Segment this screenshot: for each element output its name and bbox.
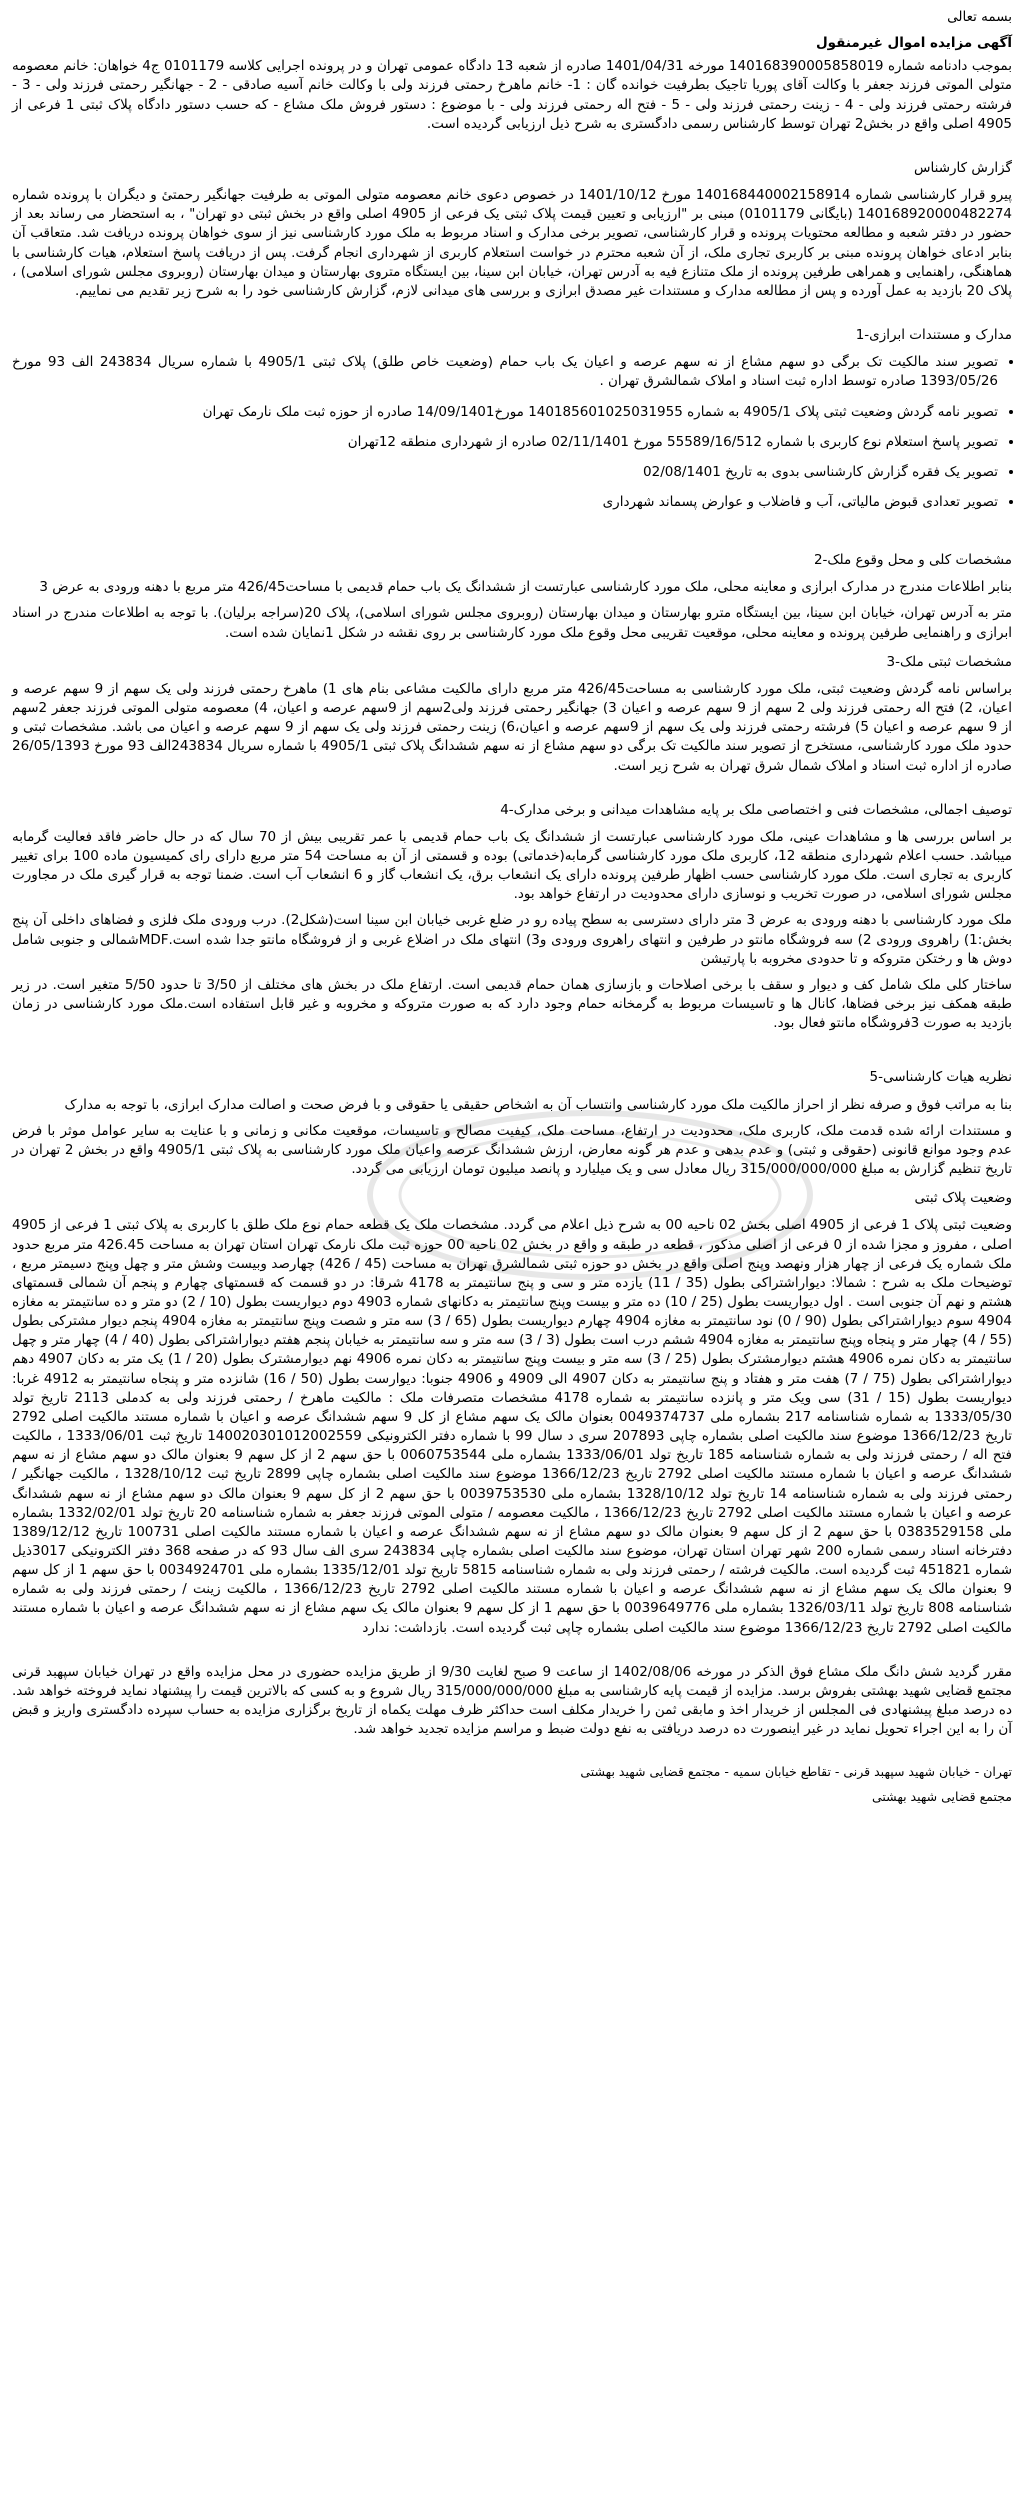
basmala: بسمه تعالی <box>947 9 1012 25</box>
auction-notice-document <box>12 0 1012 1821</box>
report-body: پیرو قرار کارشناسی شماره 140168440002158914 مورخ 1401/10/12 در خصوص دعوی خانم معصومه متولی الموتی به طرفیت جهانگیر رحمتیٔ و دیگران با پرونده شماره 140168920000482274 (بایگانی 0101179) مبنی بر "ارزیابی و تعیین قیمت پلاک ثبتی یک فرعی از 4905 اصلی واقع در بخش ثبتی دو تهران" ، به استحضار می رساند بعد از حضور در دفتر شعبه و مطالعه محتویات پرونده و قرار کارشناسی، تصویر برخی مدارک و اسناد مربوط به ملک مورد کارشناسی نیز از سوی خواهان پرونده دریافت شد. متعاقب آن بنابر ادعای خواهان پرونده مبنی بر کاربری تجاری ملک، از آن شعبه محترم در خواست استعلام کاربری از شهرداری انجام گرفت. پس از دریافت پاسخ استعلام، هیات کارشناسی با هماهنگی، راهنمایی و همراهی طرفین پرونده از ملک متنازع فیه به آدرس تهران، خیابان ابن سینا، بین ایستگاه متروی بهارستان و میدان بهارستان (روبروی مجلس شورای اسلامی) ، پلاک 20 بازدید به عمل آورده و پس از مطالعه مدارک و مستندات غیر مصدق ابرازی و بررسی های میدانی لازم، گزارش کارشناسی خود را به شرح زیر تقدیم می نماییم. <box>12 187 1012 299</box>
section4-paragraph: بر اساس بررسی ها و مشاهدات عینی، ملک مورد کارشناسی عبارتست از ششدانگ یک باب حمام قدیمی با عمر تقریبی بیش از 70 سال که در حال حاضر فاقد فعالیت گرمابه میباشد. حسب اعلام شهرداری منطقه 12، کاربری ملک مورد کارشناسی گرمابه(خدماتی) بوده و قسمتی از آن به مساحت 54 متر مربع دارای رای کمیسیون ماده 100 برای تغییر کاربری به تجاری است. ملک مورد کارشناسی حسب اظهار طرفین پرونده دارای یک انشعاب برق، یک انشعاب گاز و 6 انشعاب آب است. ضمنا توجه به قرار گیری ملک در مجاورت مجلس شورای اسلامی، در صورت تخریب و نوسازی دارای محدودیت در ارتفاع خواهد بود. <box>12 828 1012 903</box>
documents-list <box>12 353 1012 512</box>
section2-paragraph: بنابر اطلاعات مندرج در مدارک ابرازی و معاینه محلی، ملک مورد کارشناسی عبارتست از ششدانگ یک باب حمام قدیمی با مساحت426/45 متر مربع با دهنه ورودی به عرض 3 <box>39 579 1012 596</box>
section4-paragraph: ساختار کلی ملک شامل کف و دیوار و سقف با برخی اصلاحات و بازسازی همان حمام قدیمی است. ارتفاع ملک در بخش های مختلف از 3/50 تا حدود 5/50 متغیر است. در زیر طبقه همکف نیز برخی فضاها، کانال ها و تاسیسات مربوط به گرمخانه حمام وجود دارد که به صورت متروکه و مخروبه و غیر قابل استفاده است.ملک مورد کارشناسی در زمان بازدید به صورت 3فروشگاه مانتو فعال بود. <box>12 976 1012 1032</box>
report-title: گزارش کارشناس <box>914 159 1012 176</box>
section3-body: براساس نامه گردش وضعیت ثبتی، ملک مورد کارشناسی به مساحت426/45 متر مربع دارای مالکیت مشاعی بنام های 1) ماهرخ رحمتی فرزند ولی یک سهم از 9 سهم عرصه و اعیان، 2) فتح اله رحمتی فرزند ولی 2 سهم از 9 سهم عرصه و اعیان 3) جهانگیر رحمتی فرزند ولی2سهم از 9سهم عرصه و اعیان، 4) معصومه متولی الموتی فرزند جعفر 2سهم از 9 سهم عرصه و اعیان 5) فرشته رحمتی فرزند ولی یک سهم از 9سهم عرصه و اعیان،6) زینت رحمتی فرزند ولی یک سهم از 9 سهم عرصه و اعیان می باشد. مشخصات ثبتی و حدود ملک مورد کارشناسی، مستخرج از تصویر سند مالکیت تک برگی دو سهم مشاع از نه سهم ششدانگ پلاک ثبتی 4905/1 با شماره سریال 243834الف 93 مورخ 26/05/1393 صادره از اداره ثبت اسناد و املاک شمال شرق تهران به شرح زیر است. <box>12 680 1013 774</box>
section2-paragraph: متر به آدرس تهران، خیابان ابن سینا، بین ایستگاه مترو بهارستان و میدان بهارستان (روبروی مجلس شورای اسلامی)، پلاک 20(سراجه برلیان). با توجه به اطلاعات مندرج در اسناد ابرازی و راهنمایی طرفین پرونده و معاینه محلی، موقعیت تقریبی محل وقوع ملک مورد کارشناسی بر روی نقشه در شکل 1نمایان شده است. <box>12 605 1013 641</box>
status-body: وضعیت ثبتی پلاک 1 فرعی از 4905 اصلی بخش 02 ناحیه 00 به شرح ذیل اعلام می گردد. مشخصات ملک یک قطعه حمام نوع ملک طلق با کاربری به پلاک ثبتی 1 فرعی از 4905 اصلی ، مفروز و مجزا شده از 0 فرعی از اصلی مذکور ، قطعه در طبقه و واقع در بخش 02 ناحیه 00 حوزه ثبت ملک نارمک تهران استان تهران به مساحت 426.45 متر مربع حدود ملک شماره یک فرعی از چهار هزار ونهصد وپنج اصلی واقع در بخش دو حوزه ثبتی شمالشرق تهران به مساحت (45 / 426) چهارصد وبیست وشش متر و چهل وپنج دسیمتر مربع ، توضیحات ملک به شرح : شمالا: دیواراشتراکی بطول (35 / 11) یازده متر و سی و پنج سانتیمتر به 4178 شرقا: در دو قسمت که قسمتهای چهارم و پنجم آن شمالی قسمتهای هشتم و نهم آن جنوبی است . اول دیواریست بطول (25 / 10) ده متر و بیست وپنج سانتیمتر به دکانهای شماره 4903 دوم دیواریست بطول (10 / 2) دو متر و ده سانتیمتر به مغازه 4904 سوم دیواراشتراکی بطول (90 / 0) نود سانتیمتر به مغازه 4904 چهارم دیواریست بطول (65 / 3) سه متر و شصت وپنج سانتیمتر به مغازه 4904 پنجم دیوار مشترکی بطول (55 / 4) چهار متر و پنجاه وپنج سانتیمتر به مغازه 4904 ششم درب است بطول (3 / 3) سه متر و سه سانتیمتر به خیابان پنجم هفتم دیواراشتراکی بطول (40 / 4) چهار متر و چهل سانتیمتر به دکان نمره 4906 هشتم دیوارمشترک بطول (25 / 3) سه متر و بیست وپنج سانتیمتر به دکان نمره 4906 نهم دیوارمشترک بطول (20 / 1) یک متر به دکان 4907 دهم دیواراشتراکی بطول (75 / 7) هفت متر و هفتاد و پنج سانتیمتر به دکان 4907 الی 4909 و 4906 جنوبا: دیوارست بطول (50 / 16) شانزده متر و پنجاه سانتیمتر به 4912 غربا: دیواریست بطول (15 / 31) سی ویک متر و پانزده سانتیمتر به شماره 4178 مشخصات متصرفات ملک : مالکیت ماهرخ / رحمتی فرزند ولی به کدملی 2113 تاریخ تولد 1333/05/30 به شماره شناسنامه 217 بشماره ملی 0049374737 بعنوان مالک یک سهم مشاع از کل 9 سهم ششدانگ عرصه و اعیان با شماره مستند مالکیت اصلی 2792 تاریخ 1366/12/23 موضوع سند مالکیت اصلی بشماره چاپی 207893 سری د سال 99 با شماره دفتر الکترونیکی 140020301012002559 تاریخ ثبت 1333/06/01 ، مالکیت فتح اله / رحمتی فرزند ولی به شماره شناسنامه 185 تاریخ تولد 1333/06/01 بشماره ملی 0060753544 با حق سهم 2 از کل سهم 9 بعنوان مالک دو سهم مشاع از نه سهم ششدانگ عرصه و اعیان با شماره مستند مالکیت اصلی 2792 تاریخ 1366/12/23 موضوع سند مالکیت اصلی بشماره چاپی 2899 تاریخ ثبت 1328/10/12 ، مالکیت جهانگیر / رحمتی فرزند ولی به شماره شناسنامه 14 تاریخ تولد 1328/10/12 بشماره ملی 0039753530 با حق سهم 2 از کل سهم 9 بعنوان مالک دو سهم مشاع از نه سهم ششدانگ عرصه و اعیان با شماره مستند مالکیت اصلی 2792 تاریخ 1366/12/23 ، مالکیت معصومه / متولی الموتی فرزند جعفر به شماره شناسنامه 20 تاریخ تولد 1332/02/01 بشماره ملی 0383529158 با حق سهم 2 از کل سهم 9 بعنوان مالک دو سهم مشاع از نه سهم ششدانگ عرصه و اعیان با شماره مستند مالکیت اصلی 100731 تاریخ 1389/12/12 دفترخانه اسناد رسمی شماره 200 شهر تهران استان تهران، موضوع سند مالکیت اصلی بشماره چاپی 243834 سری الف سال 93 که در صفحه 368 دفتر الکترونیکی 3017ذیل شماره 451821 ثبت گردیده است. مالکیت فرشته / رحمتی فرزند ولی به شماره شناسنامه 5815 تاریخ تولد 1335/12/01 بشماره ملی 0034924701 با حق سهم 1 از کل سهم 9 بعنوان مالک یک سهم مشاع از نه سهم ششدانگ عرصه و اعیان با شماره مستند مالکیت اصلی 2792 تاریخ 1366/12/23 ، مالکیت زینت / رحمتی فرزند ولی به شماره شناسنامه 808 تاریخ تولد 1326/03/11 بشماره ملی 0039649776 با حق سهم 1 از کل سهم 9 بعنوان مالک یک سهم مشاع از نه سهم ششدانگ عرصه و اعیان با شماره مستند مالکیت اصلی 2792 تاریخ 1366/12/23 موضوع سند مالکیت اصلی بشماره چاپی ثبت گردیده است. بازداشت: ندارد <box>12 1217 1013 1636</box>
footer-address: تهران - خیابان شهید سپهبد قرنی - تقاطع خیابان سمیه - مجتمع قضایی شهید بهشتی <box>580 1764 1012 1780</box>
status-title: وضعیت پلاک ثبتی <box>914 1190 1012 1207</box>
document-item: • تصویر یک فقره گزارش کارشناسی بدوی به تاریخ 02/08/1401 <box>12 463 998 482</box>
intro-paragraph: بموجب دادنامه شماره 140168390005858019 مورخه 1401/04/31 صادره از شعبه 13 دادگاه عمومی تهران و در پرونده اجرایی کلاسه 0101179 ج4 خواهان: خانم معصومه متولی الموتی فرزند جعفر با وکالت آقای پوریا تاجیک بطرفیت خوانده گان : 1- خانم ماهرخ رحمتی فرزند ولی با وکالت خانم آسیه صادقی - 2 - جهانگیر رحمتی فرزند ولی - 3 - فرشته رحمتی فرزند ولی - 4 - زینت رحمتی فرزند ولی - 5 - فتح اله رحمتی فرزند ولی - با موضوع : دستور فروش ملک مشاع - که حسب دستور دادگاه پلاک ثبتی 1 فرعی از 4905 اصلی واقع در بخش2 تهران توسط کارشناس رسمی دادگستری به شرح ذیل ارزیابی گردیده است. <box>12 58 1012 132</box>
footer-signature: مجتمع قضایی شهید بهشتی <box>871 1789 1012 1805</box>
section3-title: مشخصات ثبتی ملک-3 <box>886 653 1012 670</box>
section2-title: مشخصات کلی و محل وقوع ملک-2 <box>813 552 1012 569</box>
section5-paragraph: و مستندات ارائه شده قدمت ملک، کاربری ملک، محدودیت در ارتفاع، مساحت ملک، کیفیت مصالح و تاسیسات، موقعیت مکانی و زمانی و با عنایت به سایر عوامل موثر با فرض عدم وجود موانع قانونی (حقوقی و ثبتی) و عدم بدهی و عدم هر گونه معارض، ارزش ششدانگ عرصه واعیان ملک مورد کارشناسی به پلاک ثبتی 4905/1 واقع در بخش 2 تهران در تاریخ تنظیم گزارش به مبلغ 315/000/000/000 ریال معادل سی و یک میلیارد و پانصد میلیون تومان ارزیابی می گردد. <box>12 1122 1012 1178</box>
document-item: • تصویر تعدادی قبوض مالیاتی، آب و فاضلاب و عوارض پسماند شهرداری <box>12 493 998 512</box>
document-item: • تصویر سند مالکیت تک برگی دو سهم مشاع از نه سهم عرصه و اعیان یک باب حمام (وضعیت خاص طلق) پلاک ثبتی 4905/1 با شماره سریال 243834 الف 93 مورخ 1393/05/26 صادره توسط اداره ثبت اسناد و املاک شمالشرق تهران . <box>12 353 998 391</box>
document-item: • تصویر نامه گردش وضعیت ثبتی پلاک 4905/1 به شماره 140185601025031955 مورخ14/09/1401 صادره از حوزه ثبت ملک نارمک تهران <box>12 403 998 422</box>
section4-title: توصیف اجمالی، مشخصات فنی و اختصاصی ملک بر پایه مشاهدات میدانی و برخی مدارک-4 <box>500 801 1012 818</box>
section5-paragraph: بنا به مراتب فوق و صرفه نظر از احراز مالکیت ملک مورد کارشناسی وانتساب آن به اشخاص حقیقی یا حقوقی و با فرض صحت و اصالت مدارک ابرازی، با توجه به مدارک <box>64 1096 1012 1113</box>
document-item: • تصویر پاسخ استعلام نوع کاربری با شماره 55589/16/512 مورخ 02/11/1401 صادره از شهرداری منطقه 12تهران <box>12 433 998 452</box>
section4-paragraph: ملک مورد کارشناسی با دهنه ورودی به عرض 3 متر دارای دسترسی به سطح پیاده رو در ضلع غربی خیابان ابن سینا است(شکل2). درب ورودی ملک فلزی و فضاهای داخلی آن پنج بخش:1) راهروی ورودی 2) سه فروشگاه مانتو در طرفین و انتهای راهروی ورودی و3) انتهای ملک در اضلاع غربی و از فروشگاه مانتو جدا شده است.MDFشمالی و جنوبی شامل دوش ها و رختکن متروکه و تا حدودی مخروبه با پارتیشن <box>12 912 1012 967</box>
section5-title: نظریه هیات کارشناسی-5 <box>869 1069 1012 1086</box>
documents-title: مدارک و مستندات ابرازی-1 <box>855 327 1012 344</box>
closing-paragraph: مقرر گردید شش دانگ ملک مشاع فوق الذکر در مورخه 1402/08/06 از ساعت 9 صبح لغایت 9/30 از طریق مزایده حضوری در محل مزایده واقع در تهران خیابان سپهبد قرنی مجتمع قضایی شهید بهشتی بفروش برسد. مزایده از قیمت پایه کارشناسی به مبلغ 315/000/000/000 ریال شروع و به کسی که بالاترین قیمت را پیشنهاد نماید فروخته خواهد شد. ده درصد مبلغ پیشنهادی فی المجلس از خریدار اخذ و مابقی ثمن را خریدار مکلف است حداکثر ظرف مهلت یکماه از تاریخ برگزاری مزایده به حساب سپرده دادگستری واریز و قبض آن را به این اجراء تحویل نماید در غیر اینصورت ده درصد دریافتی به نفع دولت ضبط و مراسم مزایده تجدید خواهد شد. <box>12 1663 1012 1738</box>
notice-title: آگهی مزایده اموال غیرمنقول <box>815 35 1012 52</box>
